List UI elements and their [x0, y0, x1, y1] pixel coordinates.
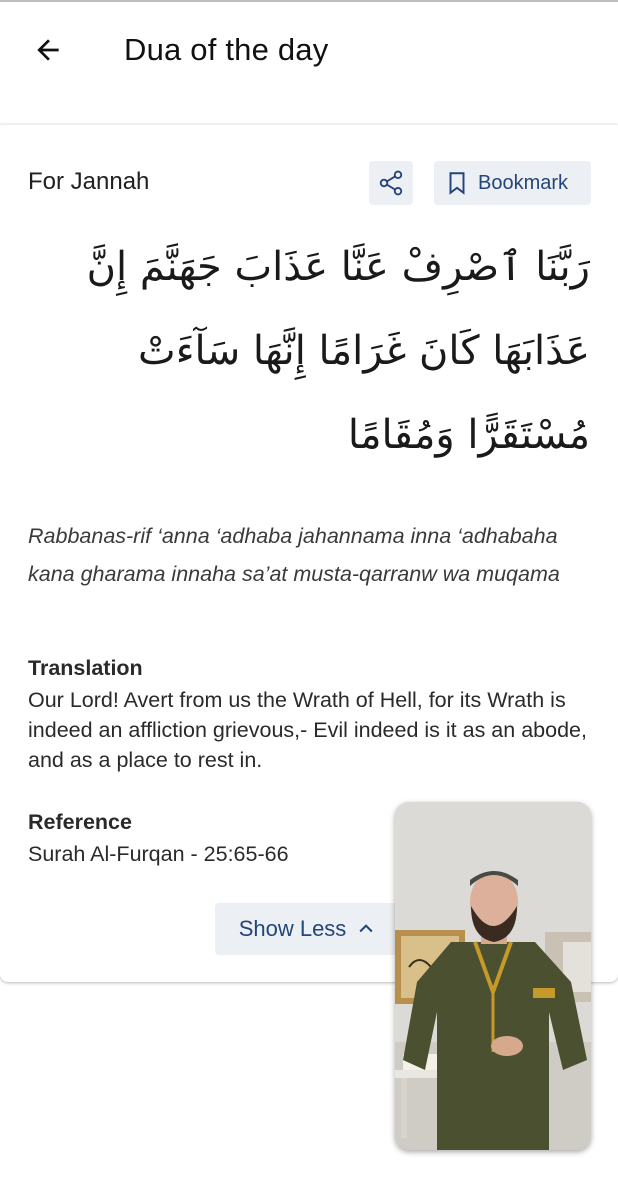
share-icon: [377, 169, 405, 197]
translation-text: Our Lord! Avert from us the Wrath of Hell, for its Wrath is indeed an affliction grievous,- Evil indeed is it as an abode, and as a place to rest in.: [28, 688, 587, 772]
bookmark-icon: [444, 170, 470, 196]
transliteration-text: Rabbanas-rif ‘anna ‘adhaba jahannama inna ‘adhabaha kana gharama innaha sa’at musta-qarranw wa muqama: [28, 524, 560, 586]
back-button[interactable]: [28, 30, 68, 70]
show-less-button[interactable]: [215, 903, 400, 955]
bookmark-label: Bookmark: [478, 171, 569, 194]
dua-title: For Jannah: [28, 168, 150, 195]
translation-label: Translation: [28, 656, 143, 680]
video-frame: [395, 802, 591, 1150]
arabic-text: رَبَّنَا ٱصْرِفْ عَنَّا عَذَابَ جَهَنَّمَ إِنَّ عَذَابَهَا كَانَ غَرَامًا إِنَّهَا سَآءَتْ مُسْتَقَرًّا وَمُقَامًا: [86, 244, 590, 458]
chevron-up-icon: [356, 919, 376, 939]
share-button[interactable]: [369, 161, 413, 205]
app-bar: [0, 0, 618, 104]
arrow-left-icon: [32, 34, 64, 66]
reference-text: Surah Al-Furqan - 25:65-66: [28, 842, 289, 866]
show-less-label: Show Less: [238, 916, 347, 941]
bookmark-button[interactable]: [434, 161, 591, 205]
video-overlay[interactable]: [395, 802, 591, 1150]
reference-label: Reference: [28, 810, 132, 834]
page-title: Dua of the day: [124, 32, 329, 67]
